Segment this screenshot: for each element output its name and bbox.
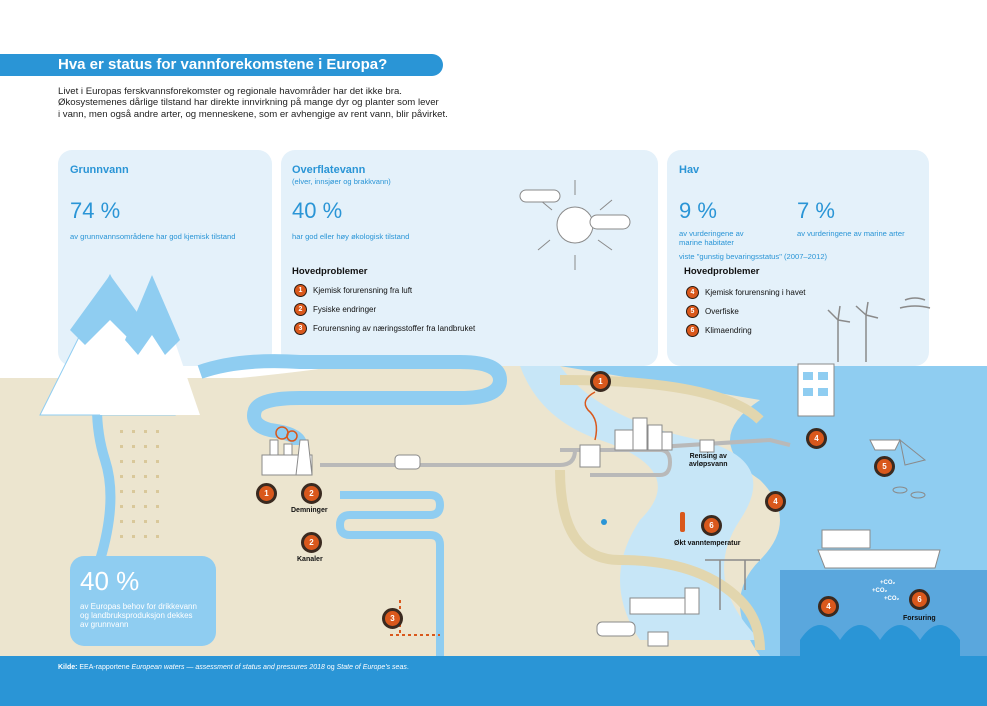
problem-number: 6 xyxy=(686,324,699,337)
intro-line: Økosystemenes dårlige tilstand har direkte innvirkning på mange dyr og planter som lever xyxy=(58,97,439,109)
problem-number: 2 xyxy=(294,303,307,316)
source-title: European waters — assessment of status and pressures 2018 xyxy=(131,664,325,671)
drinking-desc-line: og landbruksproduksjon dekkes xyxy=(80,611,193,620)
problem-item xyxy=(686,305,806,318)
problem-marker: 4 xyxy=(818,596,839,617)
drinking-water-value: 40 % xyxy=(80,566,140,596)
drinking-water-desc xyxy=(80,602,197,629)
problem-number: 5 xyxy=(686,305,699,318)
problem-marker: 1 xyxy=(590,371,611,392)
problem-item xyxy=(294,322,475,335)
sea-desc-habitats xyxy=(679,229,744,247)
groundwater-desc: av grunnvannsområdene har god kjemisk tilstand xyxy=(70,232,236,241)
treatment-label xyxy=(689,453,728,469)
groundwater-heading: Grunnvann xyxy=(70,164,129,176)
drinking-desc-line: av grunnvann xyxy=(80,620,129,629)
acidification-label: Forsuring xyxy=(903,615,936,622)
problem-item xyxy=(686,286,806,299)
co2-label: +CO₂ xyxy=(880,580,896,586)
problem-marker: 3 xyxy=(382,608,403,629)
problem-label: Overfiske xyxy=(705,307,739,316)
drinking-desc-line: av Europas behov for drikkevann xyxy=(80,602,197,611)
problem-item xyxy=(686,324,806,337)
problem-marker: 2 xyxy=(301,483,322,504)
sea-value-habitats: 9 % xyxy=(679,198,717,223)
warming-label: Økt vanntemperatur xyxy=(674,540,741,547)
sea-problems-list xyxy=(686,286,806,337)
surface-problems-list xyxy=(294,284,475,335)
problem-marker: 6 xyxy=(909,589,930,610)
sea-desc-line: marine habitater xyxy=(679,238,734,247)
source-text: og xyxy=(324,664,337,671)
source-text: EEA-rapportene xyxy=(79,664,132,671)
intro-line: Livet i Europas ferskvannsforekomster og regionale havområder har det ikke bra. xyxy=(58,86,402,97)
problem-marker: 2 xyxy=(301,532,322,553)
problem-item xyxy=(294,303,475,316)
intro-line: i vann, men også andre arter, og menneskene, som er avhengige av rent vann, blir påvirket. xyxy=(58,108,448,120)
problem-label: Forurensning av næringsstoffer fra landbruket xyxy=(313,324,476,333)
problem-number: 1 xyxy=(294,284,307,297)
page-title: Hva er status for vannforekomstene i Europa? xyxy=(58,56,388,73)
co2-label: +CO₂ xyxy=(884,596,900,602)
surface-desc: har god eller høy økologisk tilstand xyxy=(292,232,410,241)
treatment-label-line: Rensing av xyxy=(689,453,727,460)
treatment-label-line: avløpsvann xyxy=(689,461,728,468)
canals-label: Kanaler xyxy=(297,556,323,563)
problem-marker: 4 xyxy=(806,428,827,449)
groundwater-value: 74 % xyxy=(70,198,121,223)
sea-value-species: 7 % xyxy=(797,198,835,223)
surface-subheading: (elver, innsjøer og brakkvann) xyxy=(292,177,391,186)
surface-problems-heading: Hovedproblemer xyxy=(292,266,368,277)
source-text: . xyxy=(406,664,409,671)
problem-number: 3 xyxy=(294,322,307,335)
problem-number: 4 xyxy=(686,286,699,299)
problem-marker: 6 xyxy=(701,515,722,536)
sea-problems-heading: Hovedproblemer xyxy=(684,266,760,277)
source-note xyxy=(58,664,409,671)
surface-heading: Overflatevann xyxy=(292,164,366,176)
problem-marker: 5 xyxy=(874,456,895,477)
co2-label: +CO₂ xyxy=(872,588,888,594)
source-prefix: Kilde: xyxy=(58,664,80,671)
problem-label: Kjemisk forurensning i havet xyxy=(705,288,806,297)
sea-heading: Hav xyxy=(679,164,700,176)
source-title: State of Europe's seas xyxy=(336,664,407,671)
problem-label: Kjemisk forurensning fra luft xyxy=(313,286,413,295)
sea-note: viste "gunstig bevaringsstatus" (2007–2012) xyxy=(679,252,828,261)
surface-value: 40 % xyxy=(292,198,343,223)
problem-marker: 1 xyxy=(256,483,277,504)
sea-desc-line: av vurderingene av xyxy=(679,229,744,238)
problem-label: Fysiske endringer xyxy=(313,305,377,314)
dams-label: Demninger xyxy=(291,507,328,514)
sea-desc-species: av vurderingene av marine arter xyxy=(797,229,905,238)
problem-item xyxy=(294,284,475,297)
problem-label: Klimaendring xyxy=(705,326,752,335)
problem-marker: 4 xyxy=(765,491,786,512)
